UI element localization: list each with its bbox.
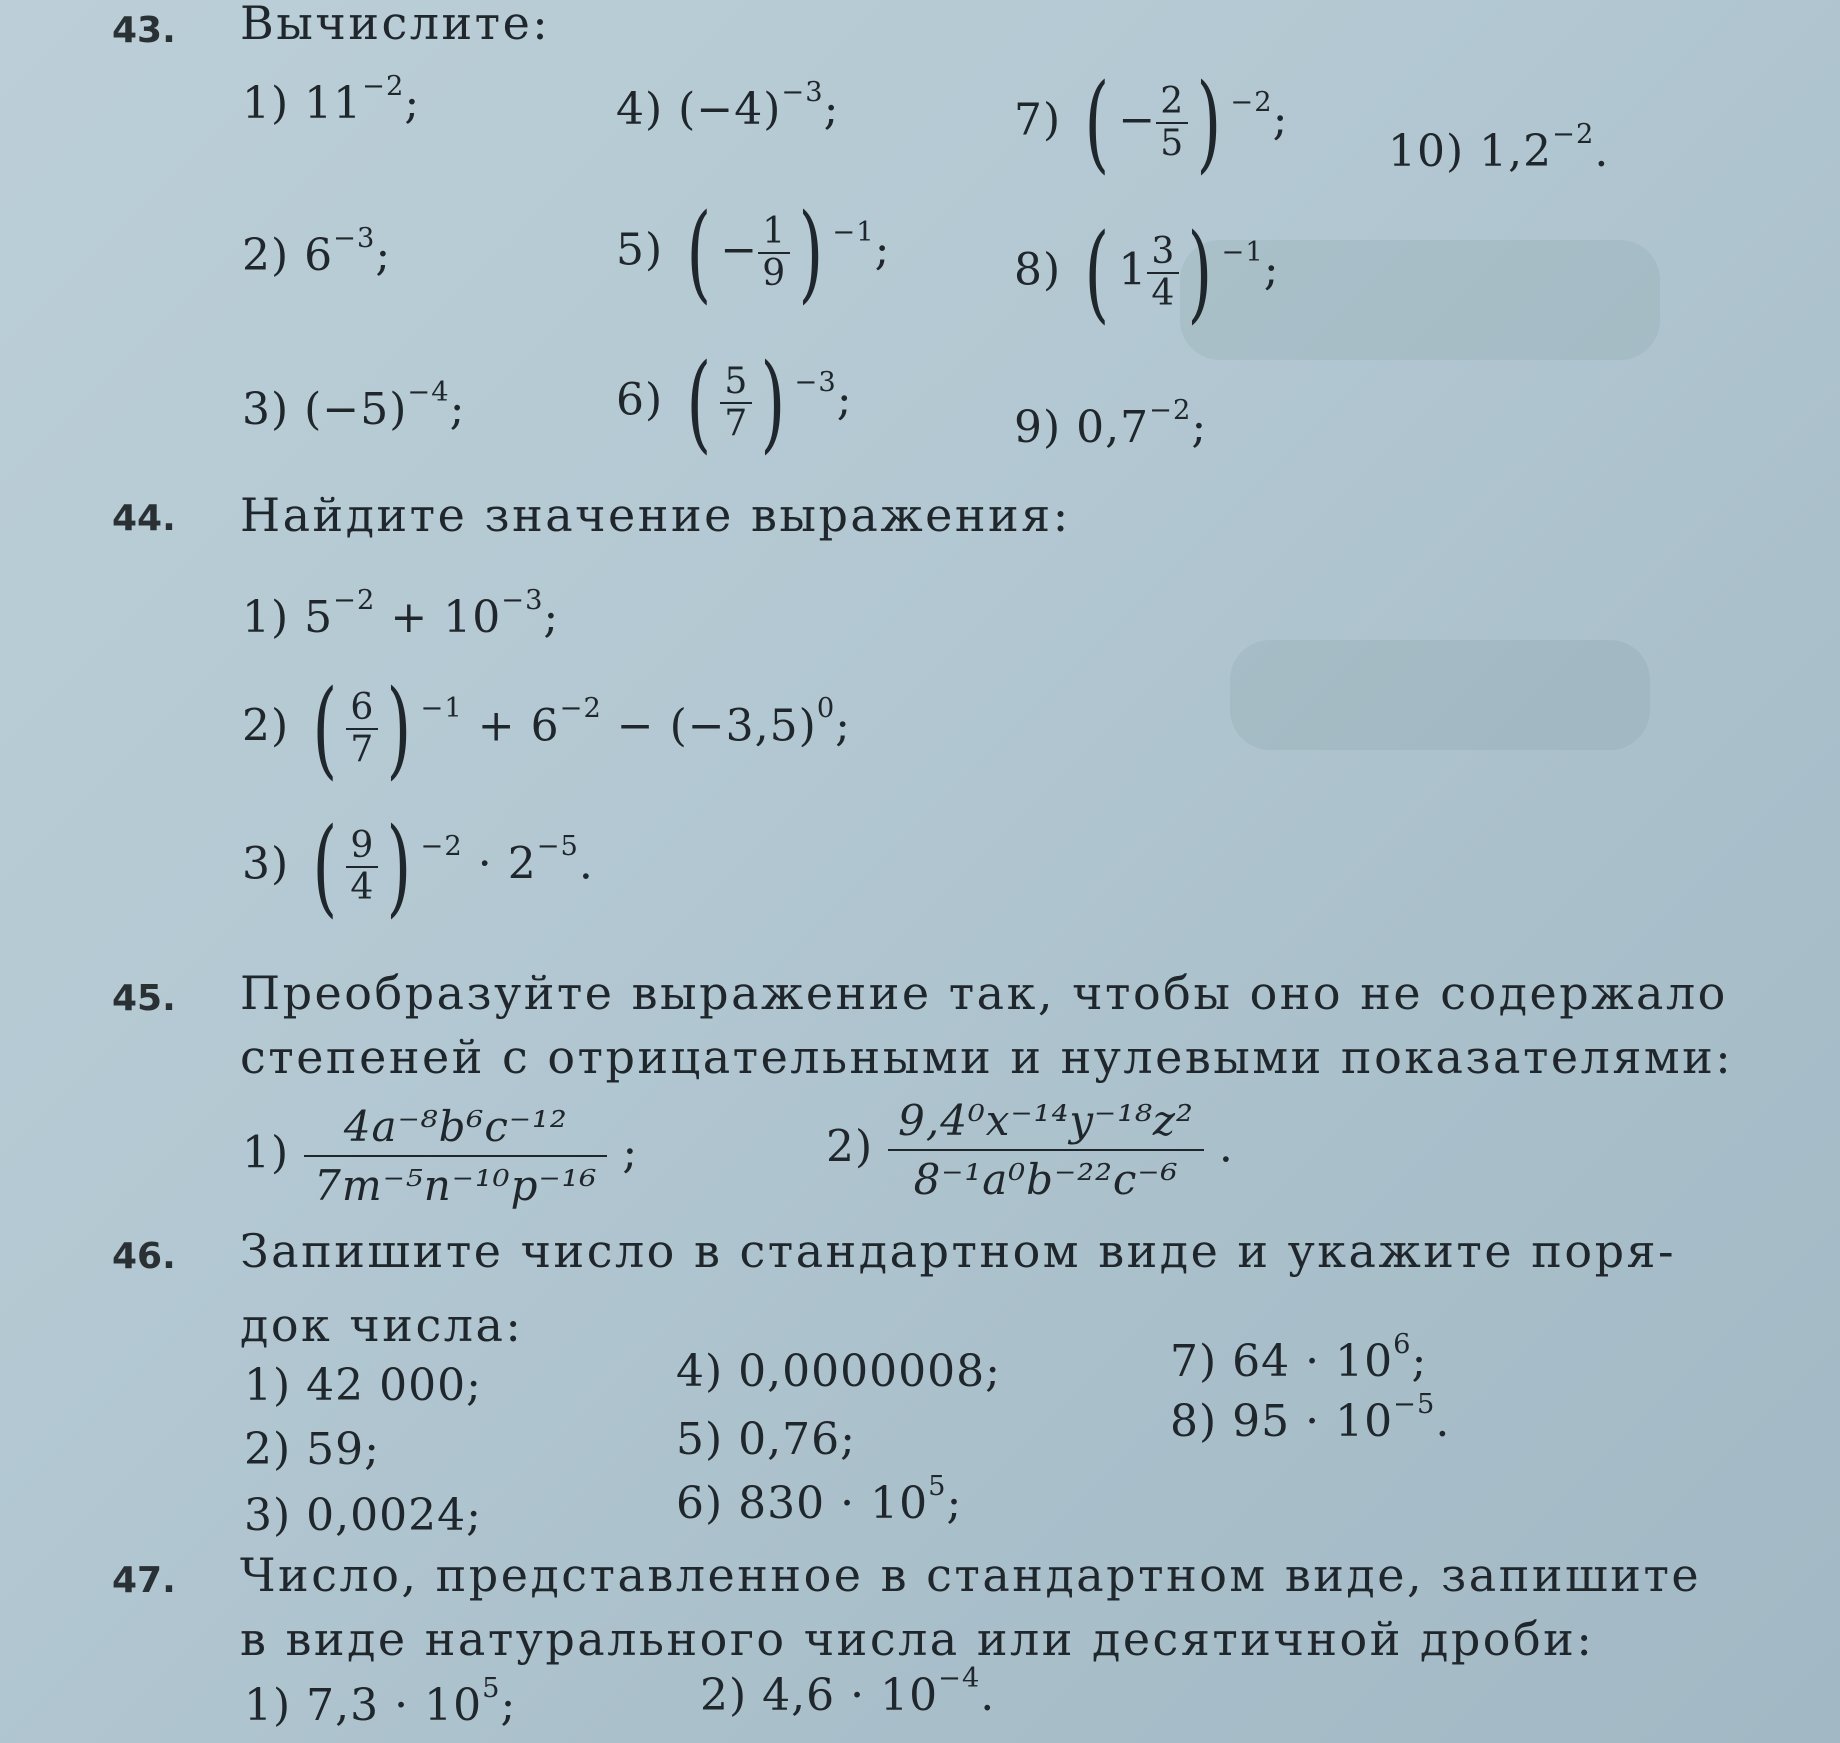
- problem-text: степеней с отрицательными и нулевыми показателями:: [240, 1030, 1734, 1084]
- problem-number: 46.: [112, 1236, 176, 1277]
- problem-text: док числа:: [240, 1298, 524, 1352]
- exercise-item: 1) $\frac{\text{4a⁻⁸b⁶c⁻¹²}}{\text{7m⁻⁵n⁻¹⁰p⁻¹⁶}}$ ;: [242, 1102, 639, 1210]
- problem-number: 47.: [112, 1560, 176, 1601]
- exercise-item: 4) 0,0000008;: [676, 1346, 1001, 1397]
- exercise-item: 5) ( − $\frac{1}{9}$ ) $^{-1}$;: [616, 191, 891, 314]
- problem-text: Число, представленное в стандартном виде, запишите: [240, 1548, 1702, 1602]
- exercise-item: 9) $0,7^{-2}$;: [1014, 394, 1208, 453]
- exercise-item: 3) 0,0024;: [244, 1490, 482, 1541]
- exercise-item: 7) ( − $\frac{2}{5}$ ) $^{-2}$;: [1014, 61, 1289, 184]
- exercise-item: 6) ( $\frac{5}{7}$ ) $^{-3}$;: [616, 341, 853, 464]
- exercise-item: 7) $64 \cdot 10^6$;: [1170, 1328, 1428, 1387]
- exercise-item: 6) $830 \cdot 10^5$;: [676, 1470, 963, 1529]
- exercise-item: 1) 42 000;: [244, 1360, 482, 1411]
- exercise-item: 1) $5^{-2} + 10^{-3}$;: [242, 584, 560, 643]
- page-shadow: [1230, 640, 1650, 750]
- problem-text: в виде натурального числа или десятичной дроби:: [240, 1612, 1595, 1666]
- exercise-item: 4) $(-4)^{-3}$;: [616, 76, 840, 135]
- exercise-item: 2) $\frac{\text{9,4⁰x⁻¹⁴y⁻¹⁸z²}}{\text{8⁻¹a⁰b⁻²²c⁻⁶}}$ .: [826, 1096, 1234, 1204]
- problem-heading: Вычислите:: [240, 0, 551, 50]
- exercise-item: 5) 0,76;: [676, 1414, 856, 1465]
- exercise-item: 1) $7,3 \cdot 10^5$;: [244, 1672, 517, 1731]
- exercise-item: 8) ( 1 $\frac{3}{4}$ ) $^{-1}$;: [1014, 211, 1280, 334]
- exercise-item: 8) $95 \cdot 10^{-5}$.: [1170, 1388, 1451, 1447]
- exercise-item: 10) $1,2^{-2}$.: [1388, 118, 1610, 177]
- exercise-item: 2) 59;: [244, 1424, 380, 1475]
- exercise-item: 1) $11^{-2}$;: [242, 70, 421, 129]
- problem-text: Запишите число в стандартном виде и укажите поря-: [240, 1224, 1677, 1278]
- problem-heading: Найдите значение выражения:: [240, 488, 1071, 542]
- problem-number: 45.: [112, 978, 176, 1019]
- problem-number: 43.: [112, 10, 176, 51]
- exercise-item: 2) $4,6 \cdot 10^{-4}$.: [700, 1662, 996, 1721]
- problem-text: Преобразуйте выражение так, чтобы оно не содержало: [240, 966, 1728, 1020]
- exercise-item: 2) $6^{-3}$;: [242, 222, 392, 281]
- exercise-item: 2) ( $\frac{6}{7}$ ) $^{-1} + 6^{-2} - (-3,5)^0$;: [242, 667, 851, 790]
- problem-number: 44.: [112, 498, 176, 539]
- exercise-item: 3) ( $\frac{9}{4}$ ) $^{-2} \cdot 2^{-5}$.: [242, 805, 594, 928]
- exercise-item: 3) $(-5)^{-4}$;: [242, 376, 466, 435]
